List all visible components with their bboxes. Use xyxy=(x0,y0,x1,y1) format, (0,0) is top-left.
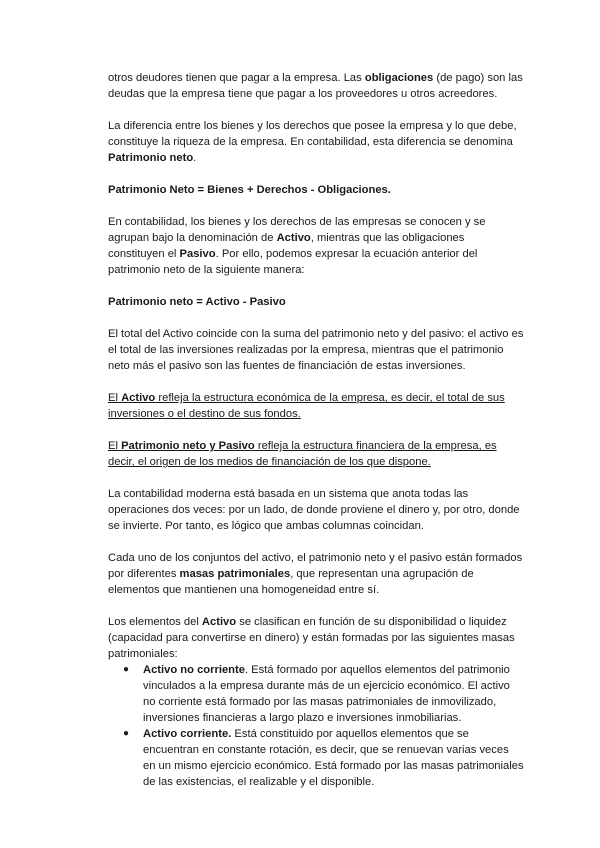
paragraph-elementos-activo xyxy=(108,614,524,662)
paragraph-masas-patrimoniales xyxy=(108,550,524,598)
text-run: otros deudores tienen que pagar a la empresa. Las xyxy=(108,72,365,84)
bold-term-patrimonio-neto: Patrimonio neto xyxy=(108,152,194,164)
paragraph-activo-estructura-economica xyxy=(108,390,524,422)
paragraph-activo-pasivo xyxy=(108,214,524,278)
paragraph-patrimonio-neto xyxy=(108,118,524,166)
text-run: En contabilidad, los bienes y los derechos de las empresas se conocen y se agrupan bajo la denominación de xyxy=(108,216,486,244)
bold-term-activo-corriente: Activo corriente. xyxy=(143,728,232,740)
document-page xyxy=(108,70,524,790)
text-run: , que representan una agrupación de elementos que mantienen una homogeneidad entre sí. xyxy=(108,568,474,596)
bold-term-obligaciones: obligaciones xyxy=(364,72,434,84)
paragraph-contabilidad-moderna: La contabilidad moderna está basada en un sistema que anota todas las operaciones dos veces: por un lado, de donde proviene el dinero y, por otro, donde se invierte. Por tanto, es lógico que ambas columnas coincidan. xyxy=(108,488,520,532)
text-run: refleja la estructura financiera de la empresa, es decir, el origen de los medios de financiación de los que dispone. xyxy=(108,440,497,468)
text-run: La diferencia entre los bienes y los derechos que posee la empresa y lo que debe, constituye la riqueza de la empresa. En contabilidad, esta diferencia se denomina xyxy=(108,120,517,148)
formula-text: Patrimonio Neto = Bienes + Derechos - Obligaciones. xyxy=(108,184,391,196)
text-run: . Está formado por aquellos elementos del patrimonio vinculados a la empresa durante más de un ejercicio económico. El activo no corriente está formado por las masas patrimoniales de inmovilizado, inversiones financieras a largo plazo e inversiones inmobiliarias. xyxy=(143,664,510,724)
bullet-list xyxy=(108,662,524,790)
text-run: (de pago) son las deudas que la empresa tiene que pagar a los proveedores u otros acreedores. xyxy=(108,72,523,100)
text-run: refleja la estructura económica de la empresa, es decir, el total de sus inversiones o el destino de sus fondos. xyxy=(108,392,505,420)
text-run: . Por ello, podemos expresar la ecuación anterior del patrimonio neto de la siguiente manera: xyxy=(108,248,478,276)
bullet-icon: ● xyxy=(123,728,130,739)
list-item xyxy=(123,662,524,726)
bold-term-activo: Activo xyxy=(201,616,237,628)
bold-term-masas-patrimoniales: masas patrimoniales xyxy=(179,568,291,580)
text-run: Los elementos del xyxy=(108,616,202,628)
formula-patrimonio-activo xyxy=(108,294,524,310)
bold-term-pasivo: Pasivo xyxy=(179,248,216,260)
text-run: Está constituido por aquellos elementos que se encuentran en constante rotación, es decir, que se renuevan varias veces en un mismo ejercicio económico. Está formado por las masas patrimoniales de las existencias, el realizable y el disponible. xyxy=(143,728,524,788)
text-run: , mientras que las obligaciones constituyen el xyxy=(108,232,465,260)
list-item xyxy=(123,726,524,790)
paragraph-obligaciones xyxy=(108,70,524,102)
paragraph-estructura-financiera xyxy=(108,438,524,470)
bold-term-activo: Activo xyxy=(121,392,156,404)
bold-term-patrimonio-neto-pasivo: Patrimonio neto y Pasivo xyxy=(121,440,255,452)
formula-text: Patrimonio neto = Activo - Pasivo xyxy=(108,296,286,308)
paragraph-total-activo: El total del Activo coincide con la suma del patrimonio neto y del pasivo: el activo es el total de las inversiones realizadas por la empresa, mientras que el patrimonio neto más el pasivo son las fuentes de financiación de estas inversiones. xyxy=(108,328,524,372)
bullet-icon: ● xyxy=(123,664,130,675)
text-run: El xyxy=(108,440,122,452)
text-run: El xyxy=(108,392,122,404)
text-run: . xyxy=(193,152,197,164)
formula-patrimonio-bienes xyxy=(108,182,524,198)
bold-term-activo: Activo xyxy=(276,232,311,244)
bold-term-activo-no-corriente: Activo no corriente xyxy=(143,664,245,676)
text-run: se clasifican en función de su disponibilidad o liquidez (capacidad para convertirse en dinero) y están formadas por las siguientes masas patrimoniales: xyxy=(108,616,515,660)
text-run: Cada uno de los conjuntos del activo, el patrimonio neto y el pasivo están formados por diferentes xyxy=(108,552,523,580)
